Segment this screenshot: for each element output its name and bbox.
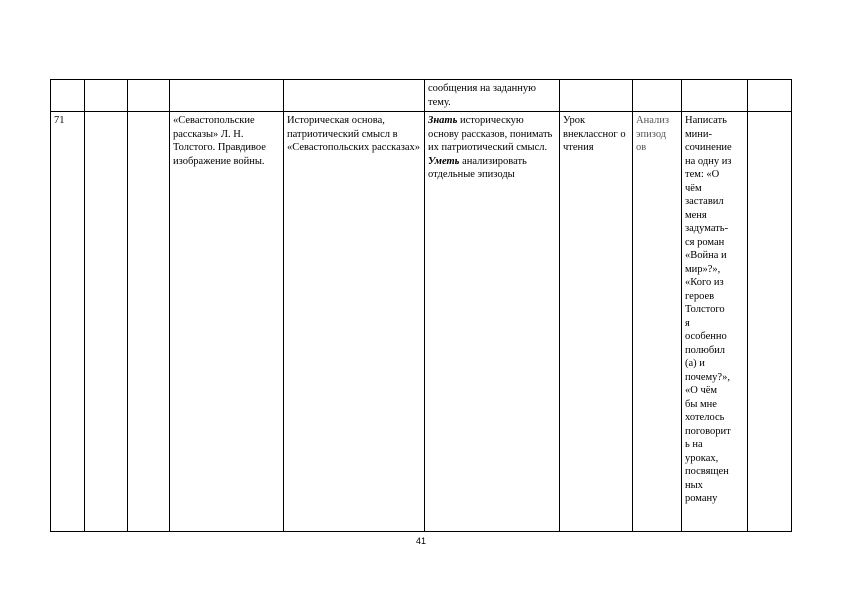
lesson-content: Историческая основа, патриотический смысл в «Севастопольских рассказах» [287,115,421,153]
cell-topic [170,80,284,112]
homework-line: меня [685,209,707,221]
homework-line: почему?», [685,371,730,383]
cell-lesson-type [560,80,633,112]
cell-empty [85,80,128,112]
homework-line: задумать- [685,223,729,234]
homework-line: ь на [685,439,703,450]
homework-line: «Война и [685,250,727,261]
cell-activity [633,80,682,112]
homework-line: чём [685,182,702,194]
know-text: историческую основу рассказов, понимать их патриотический смысл. [428,115,553,153]
cell-topic [170,112,284,532]
cell-activity [633,112,682,532]
homework-line: сочинение [685,142,732,153]
lesson-type: Урок внеклассног о чтения [563,115,626,153]
cell-empty [748,112,792,532]
cell-number [51,112,85,532]
homework-line: героев [685,290,715,302]
cell-empty [748,80,792,112]
homework-line: ся роман [685,236,725,248]
homework-line: (а) и [685,358,705,369]
cell-content [284,112,425,532]
cell-homework [682,80,748,112]
homework-line: мир»?», [685,263,721,275]
cell-homework [682,112,748,532]
homework-line: хотелось [685,412,725,423]
homework-line: роману [685,493,718,504]
homework-line: Толстого [685,304,725,315]
page-number: 41 [415,536,426,546]
homework-line: заставил [685,196,724,207]
cell-empty [85,112,128,532]
homework-line: на одну из [685,155,732,167]
homework-line: тем: «О [685,169,720,180]
lesson-topic: «Севастопольские рассказы» Л. Н. Толстого. Правдивое изображение войны. [173,115,266,167]
know-label: Знать [428,115,458,126]
homework-line: Написать [685,115,727,126]
cell-content [284,80,425,112]
cell-number [51,80,85,112]
table-row [51,112,792,532]
requirements-text: сообщения на заданную тему. [428,83,536,108]
able-requirement [428,155,556,182]
table-row [51,80,792,112]
activity-type: Анализ эпизод ов [636,115,669,153]
lesson-plan-table [50,79,792,532]
able-label: Уметь [428,155,460,167]
homework-line: «Кого из [685,277,724,288]
cell-requirements [425,80,560,112]
know-requirement [428,114,556,155]
homework-line: ных [685,479,703,491]
homework-line: бы мне [685,398,717,410]
homework-line: уроках, [685,452,719,464]
homework-line: «О чём [685,385,718,396]
lesson-number: 71 [54,115,65,126]
homework-line: особенно [685,331,727,342]
homework-line: я [685,317,690,329]
cell-empty [128,112,170,532]
cell-empty [128,80,170,112]
homework-line: посвящен [685,466,729,477]
able-text: анализировать отдельные эпизоды [428,155,527,180]
cell-requirements [425,112,560,532]
homework-line: полюбил [685,344,726,356]
homework-line: поговорит [685,425,731,437]
homework-text [685,114,744,506]
homework-line: мини- [685,128,712,140]
cell-lesson-type [560,112,633,532]
